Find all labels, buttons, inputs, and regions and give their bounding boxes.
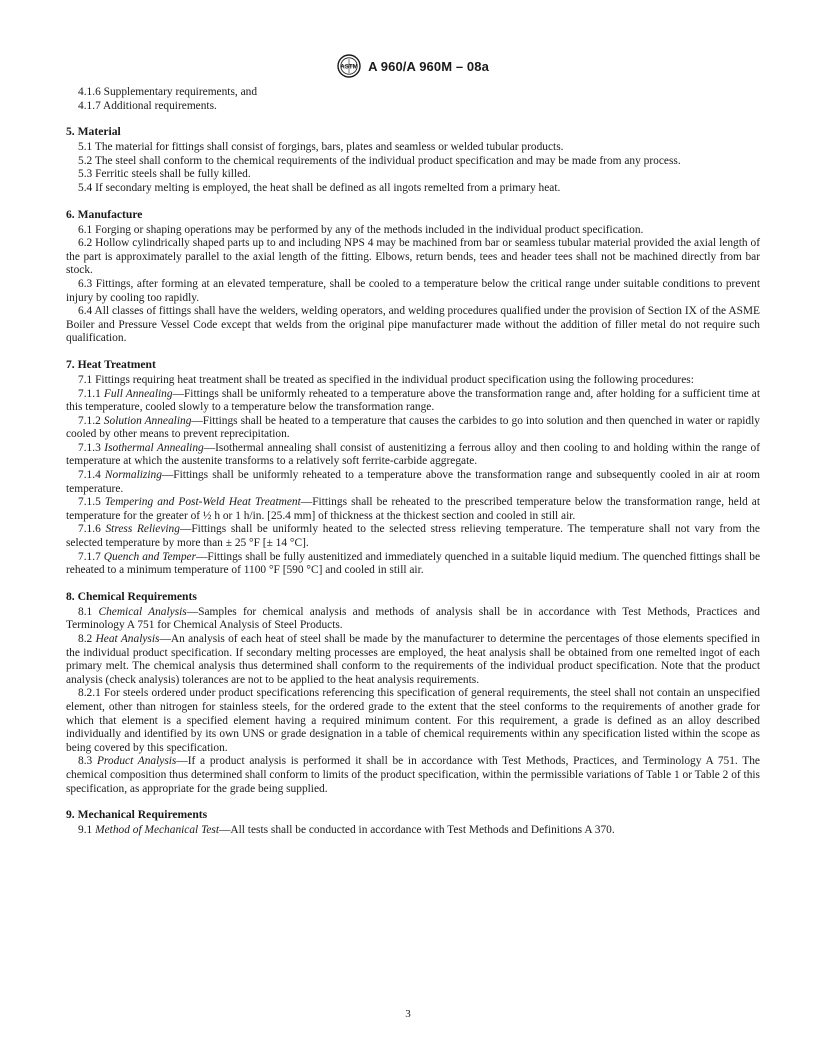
section-7-heading: 7. Heat Treatment xyxy=(66,357,156,371)
para-5-2: 5.2 The steel shall conform to the chemical requirements of the individual product specification and may be made from any process. xyxy=(78,154,681,167)
term-heat-analysis: Heat Analysis xyxy=(95,633,160,645)
para-6-4: 6.4 All classes of fittings shall have the welders, welding operators, and welding procedures qualified under the provision of Section IX of the ASME Boiler and Pressure Vessel Code except that welds from the original pipe manufacturer made without the addition of filler metal do not require such qualification. xyxy=(66,305,760,345)
para-7-1-6: 7.1.6 Stress Relieving—Fittings shall be uniformly heated to the selected stress relieving temperature. The temperature shall not vary from the selected temperature by more than ± 25 °F [± 14 °C]. xyxy=(66,523,760,550)
para-5-3: 5.3 Ferritic steels shall be fully killed. xyxy=(78,168,251,181)
para-8-3: 8.3 Product Analysis—If a product analysis is performed it shall be in accordance with Test Methods, Practices, and Terminology A 751. The chemical composition thus determined shall conform to limits of the product specification, within the permissible variations of Table 1 or Table 2 of this specification, as appropriate for the grade being supplied. xyxy=(66,755,760,795)
section-8-heading: 8. Chemical Requirements xyxy=(66,589,197,603)
list-item-4-1-6: 4.1.6 Supplementary requirements, and xyxy=(78,86,258,98)
para-8-1: 8.1 Chemical Analysis—Samples for chemical analysis and methods of analysis shall be in accordance with Test Methods, Practices and Terminology A 751 for Chemical Analysis of Steel Products. xyxy=(66,605,760,632)
para-7-1: 7.1 Fittings requiring heat treatment shall be treated as specified in the individual product specification using the following procedures: xyxy=(78,373,694,386)
term-product-analysis: Product Analysis xyxy=(96,755,177,768)
term-isothermal-annealing: Isothermal Annealing xyxy=(104,441,204,454)
para-7-1-2: 7.1.2 Solution Annealing—Fittings shall be heated to a temperature that causes the carbides to go into solution and then quenched in water or rapidly cooled by other means to prevent reprecipitation. xyxy=(66,414,760,441)
term-full-annealing: Full Annealing xyxy=(103,387,173,400)
document-page xyxy=(66,52,760,838)
term-solution-annealing: Solution Annealing xyxy=(103,414,192,427)
section-9-heading: 9. Mechanical Requirements xyxy=(66,808,208,822)
para-7-1-7: 7.1.7 Quench and Temper—Fittings shall be fully austenitized and immediately quenched in a suitable liquid medium. The quenched fittings shall be reheated to a minimum temperature of 1100 °F [590 °C] and cooled in still air. xyxy=(66,550,760,577)
para-7-1-3: 7.1.3 Isothermal Annealing—Isothermal annealing shall consist of austenitizing a ferrous alloy and then cooling to and holding within the range of temperature at which the austenite transforms to a relatively soft ferrite-carbide aggregate. xyxy=(66,441,760,468)
term-quench-and-temper: Quench and Temper xyxy=(103,550,197,563)
para-7-1-5: 7.1.5 Tempering and Post-Weld Heat Treatment—Fittings shall be reheated to the prescribed temperature below the transformation range, held at temperature for the greater of ½ h or 1 h/in. [25.4 mm] of thickness at the thickest section and cooled in still air. xyxy=(66,496,760,522)
para-6-3: 6.3 Fittings, after forming at an elevated temperature, shall be cooled to a temperature below the critical range under suitable conditions to prevent injury by cooling too rapidly. xyxy=(66,277,760,304)
astm-logo-icon xyxy=(337,54,361,78)
term-normalizing: Normalizing xyxy=(104,469,162,482)
term-method-of-mechanical-test: Method of Mechanical Test xyxy=(95,824,220,837)
para-5-1: 5.1 The material for fittings shall consist of forgings, bars, plates and seamless or welded tubular products. xyxy=(78,141,564,154)
page-header xyxy=(66,52,760,80)
para-7-1-1: 7.1.1 Full Annealing—Fittings shall be uniformly reheated to a temperature above the transformation range and, after holding for a sufficient time at this temperature, cooled slowly to a temperature below the transformation range. xyxy=(66,387,760,414)
section-5-heading: 5. Material xyxy=(66,125,121,139)
term-stress-relieving: Stress Relieving xyxy=(105,523,180,536)
para-7-1-4: 7.1.4 Normalizing—Fittings shall be uniformly reheated to a temperature above the transformation range and subsequently cooled in air at room temperature. xyxy=(66,469,760,495)
list-item-4-1-7: 4.1.7 Additional requirements. xyxy=(78,99,217,112)
page-number: 3 xyxy=(405,1008,411,1020)
section-6-heading: 6. Manufacture xyxy=(66,207,143,221)
para-5-4: 5.4 If secondary melting is employed, the heat shall be defined as all ingots remelted from a primary heat. xyxy=(78,181,561,194)
para-9-1: 9.1 Method of Mechanical Test—All tests shall be conducted in accordance with Test Methods and Definitions A 370. xyxy=(78,824,615,837)
document-designation: A 960/A 960M – 08a xyxy=(368,58,489,74)
term-chemical-analysis: Chemical Analysis xyxy=(98,605,187,618)
para-6-2: 6.2 Hollow cylindrically shaped parts up to and including NPS 4 may be machined from bar or seamless tubular material provided the axial length of the part is approximately parallel to the axial length of the fitting. Elbows, return bends, tees and header tees shall not be machined directly from bar stock. xyxy=(66,237,760,277)
para-8-2-1: 8.2.1 For steels ordered under product specifications referencing this specification of general requirements, the steel shall not contain an unspecified element, other than nitrogen for stainless steels, for the ordered grade to the extent that the steel conforms to the requirements of another grade for which that element is a specified element having a required minimum content. For this requirement, a grade is defined as an alloy described individually and identified by its own UNS or grade designation in a table of chemical requirements within any specification listed within the scope as being covered by this specification. xyxy=(66,687,760,754)
para-8-2: 8.2 Heat Analysis—An analysis of each heat of steel shall be made by the manufacturer to determine the percentages of those elements specified in the individual product specification. If secondary melting processes are employed, the heat analysis shall be obtained from one remelted ingot of each primary melt. The chemical analysis thus determined shall conform to the requirements of the individual product specification. Note that the product analysis (check analysis) tolerances are not to be applied to the heat analysis requirements. xyxy=(66,633,760,686)
svg-text:ASTM: ASTM xyxy=(340,63,358,71)
term-tempering: Tempering and Post-Weld Heat Treatment xyxy=(104,496,301,509)
para-6-1: 6.1 Forging or shaping operations may be performed by any of the methods included in the individual product specification. xyxy=(78,223,644,236)
